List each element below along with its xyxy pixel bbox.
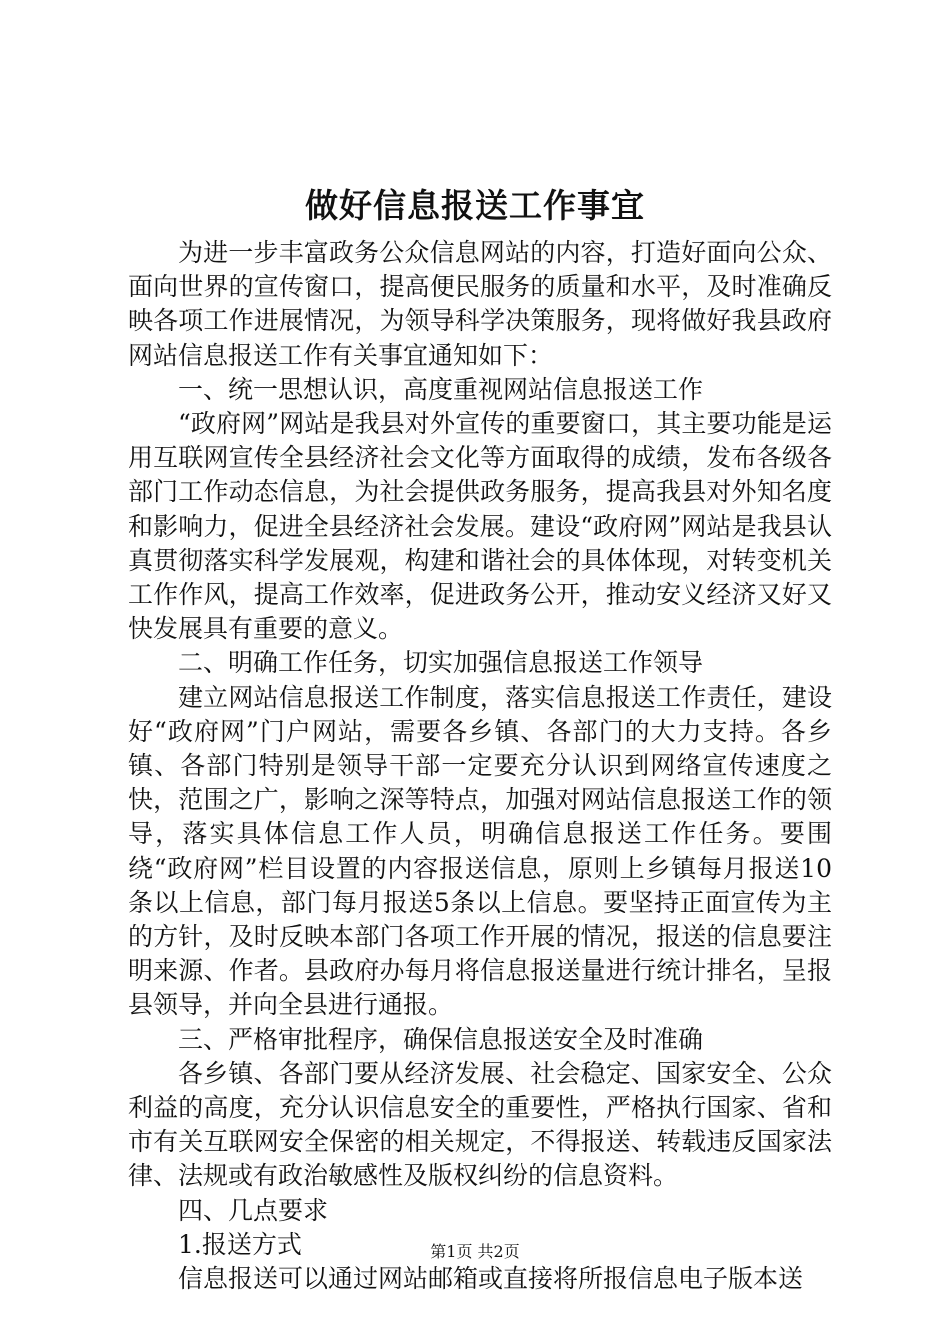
- document-title: 做好信息报送工作事宜: [305, 186, 645, 225]
- section-heading-2: 二、明确工作任务，切实加强信息报送工作领导: [178, 648, 704, 678]
- section-3-paragraph: 各乡镇、各部门要从经济发展、社会稳定、国家安全、公众利益的高度，充分认识信息安全的重要性，严格执行国家、省和市有关互联网安全保密的相关规定，不得报送、转载违反国家法律、法规或有政治敏感性及版权纠纷的信息资料。: [128, 1058, 832, 1191]
- section-heading-4: 四、几点要求: [178, 1195, 329, 1225]
- document-body: [128, 236, 832, 1296]
- page-number-footer: 第1页 共2页: [430, 1242, 520, 1261]
- intro-paragraph: 为进一步丰富政务公众信息网站的内容，打造好面向公众、面向世界的宣传窗口，提高便民服务的质量和水平，及时准确反映各项工作进展情况，为领导科学决策服务，现将做好我县政府网站信息报送工作有关事宜通知如下：: [128, 238, 832, 370]
- section-2-paragraph: 建立网站信息报送工作制度，落实信息报送工作责任，建设好“政府网”门户网站，需要各乡镇、各部门的大力支持。各乡镇、各部门特别是领导干部一定要充分认识到网络宣传速度之快，范围之广，影响之深等特点，加强对网站信息报送工作的领导，落实具体信息工作人员，明确信息报送工作任务。要围绕“政府网”栏目设置的内容报送信息，原则上乡镇每月报送10条以上信息，部门每月报送5条以上信息。要坚持正面宣传为主的方针，及时反映本部门各项工作开展的情况，报送的信息要注明来源、作者。县政府办每月将信息报送量进行统计排名，呈报县领导，并向全县进行通报。: [128, 682, 832, 1020]
- section-1-paragraph: “政府网”网站是我县对外宣传的重要窗口，其主要功能是运用互联网宣传全县经济社会文化等方面取得的成绩，发布各级各部门工作动态信息，为社会提供政务服务，提高我县对外知名度和影响力，促进全县经济社会发展。建设“政府网”网站是我县认真贯彻落实科学发展观，构建和谐社会的具体体现，对转变机关工作作风，提高工作效率，促进政务公开，推动安义经济又好又快发展具有重要的意义。: [128, 409, 832, 644]
- subsection-heading-1: 1.报送方式: [178, 1229, 302, 1259]
- section-heading-3: 三、严格审批程序，确保信息报送安全及时准确: [178, 1024, 704, 1054]
- section-heading-1: 一、统一思想认识，高度重视网站信息报送工作: [178, 374, 704, 404]
- subsection-1-paragraph: 信息报送可以通过网站邮箱或直接将所报信息电子版本送: [178, 1264, 804, 1294]
